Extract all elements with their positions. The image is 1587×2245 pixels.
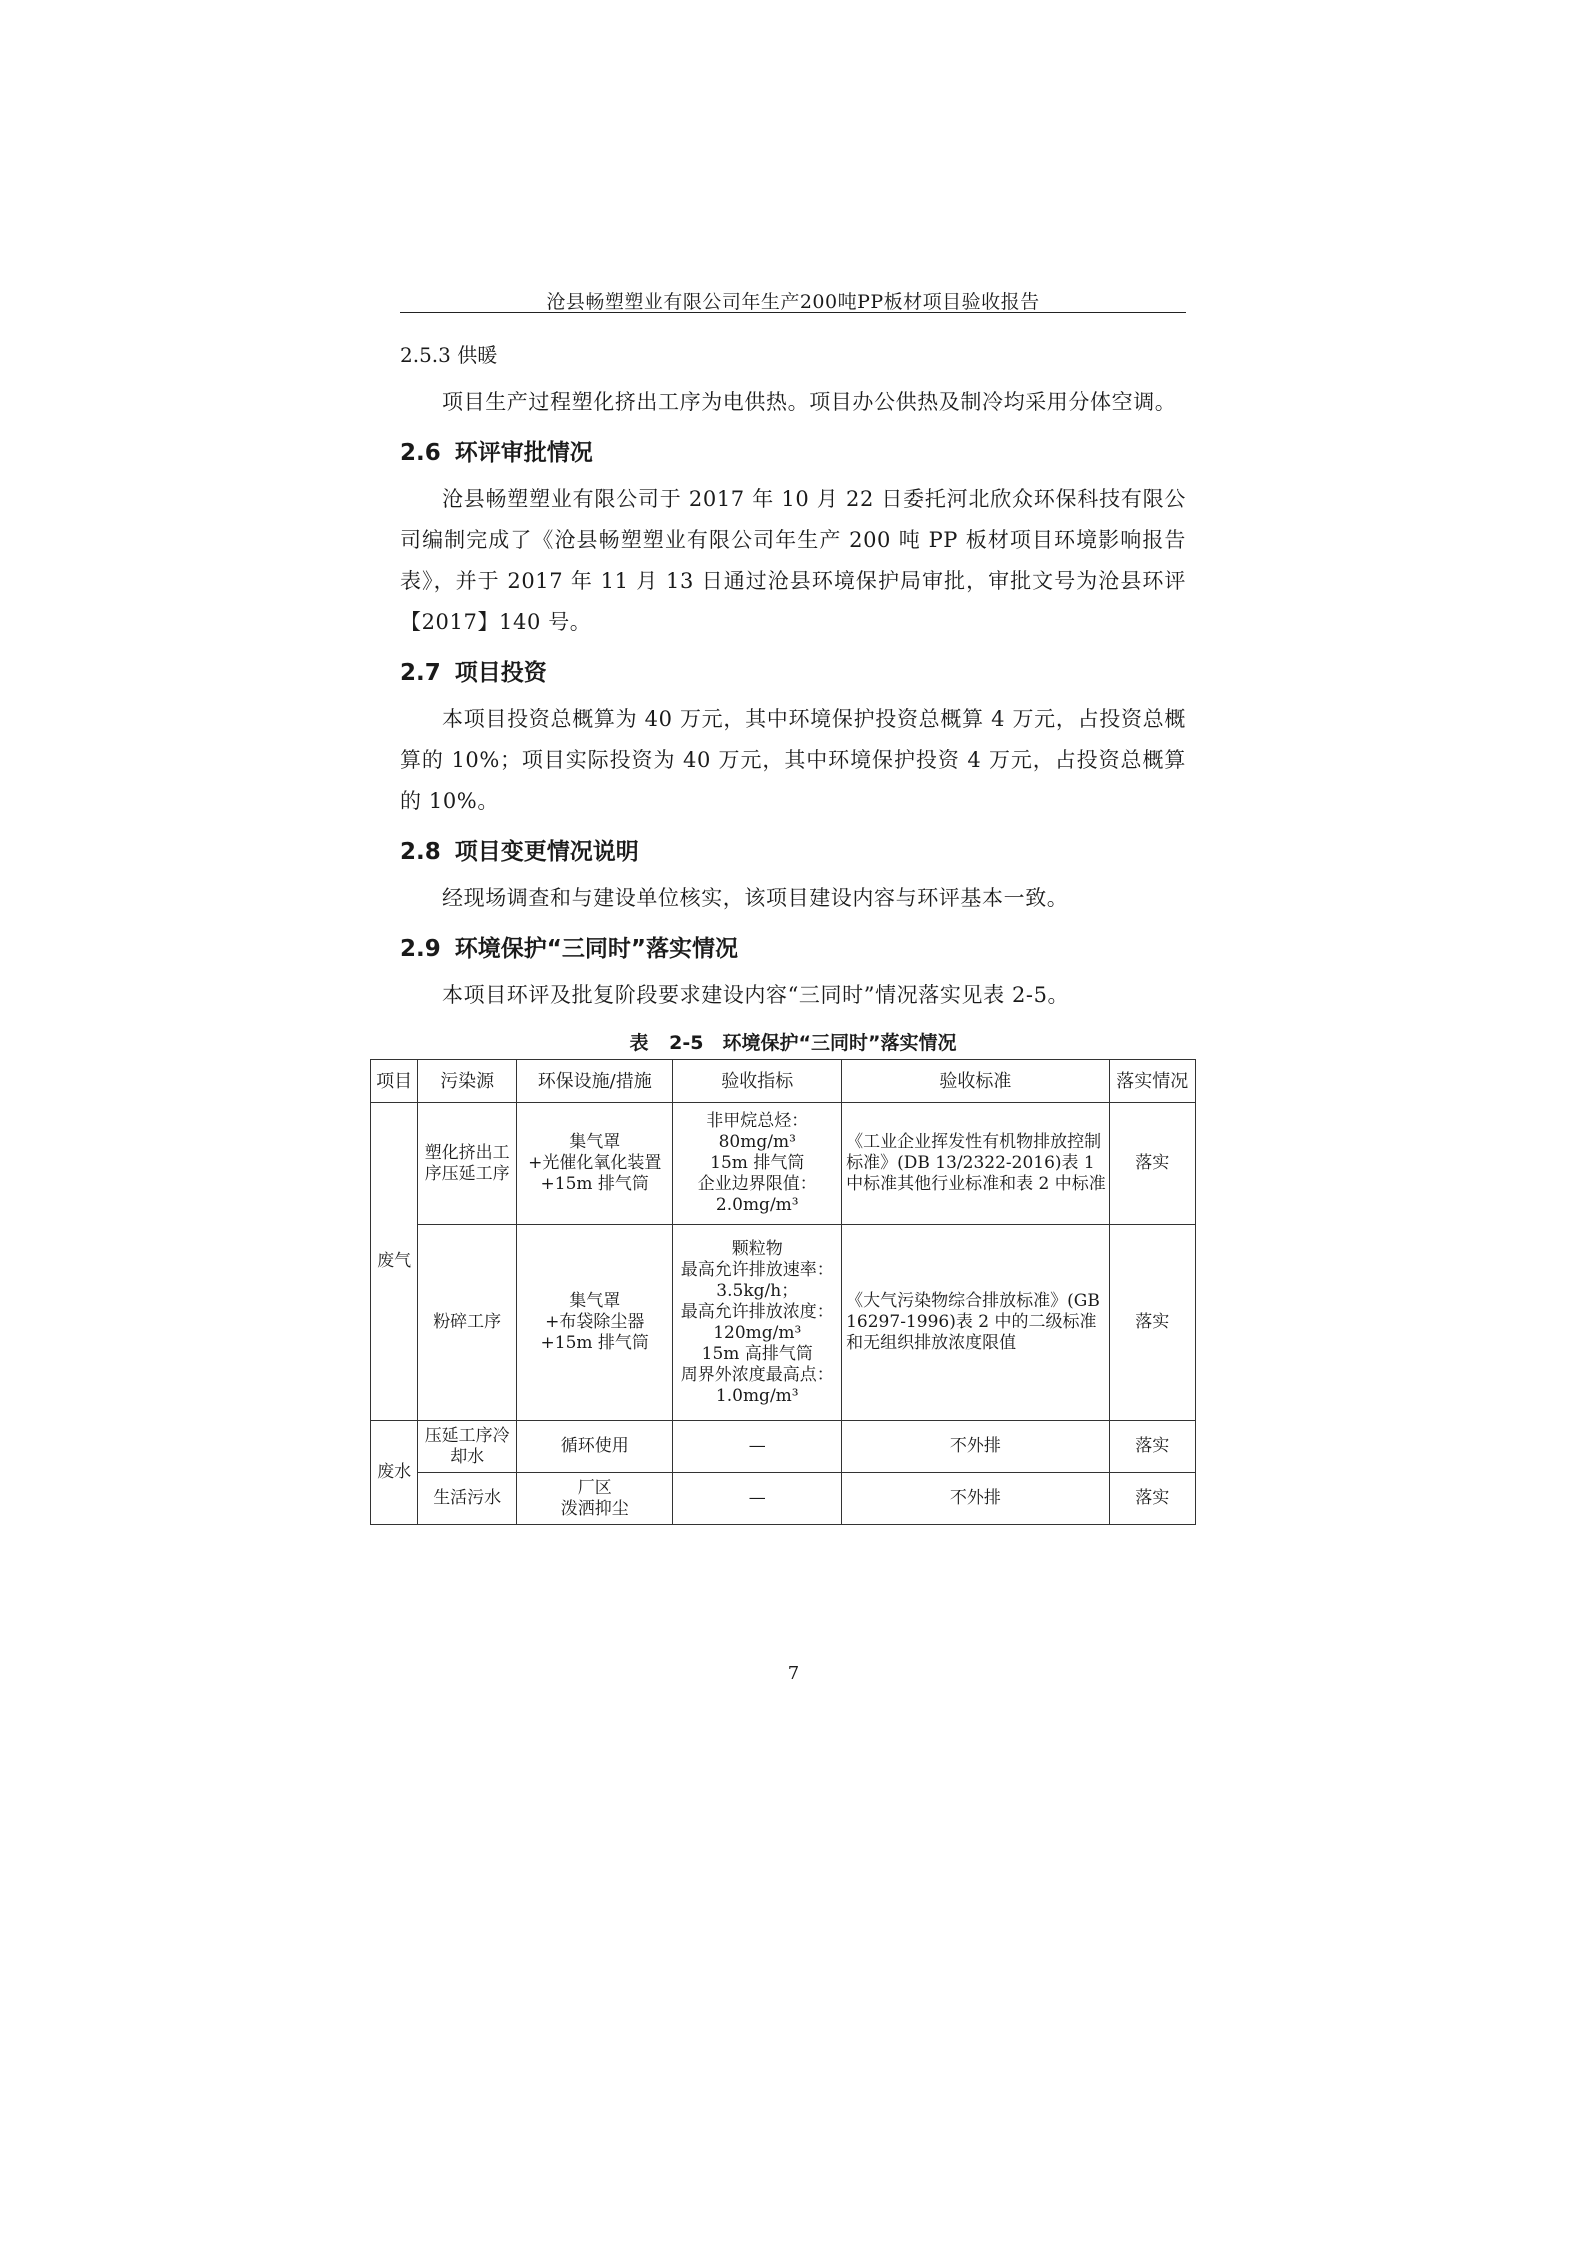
- column-header: 污染源: [418, 1060, 517, 1103]
- cell-line: 厂区: [577, 1477, 612, 1498]
- source-cell: 塑化挤出工序压延工序: [418, 1103, 517, 1225]
- section-number: 2.6: [400, 440, 441, 466]
- measure-cell: [517, 1421, 673, 1473]
- section-title: 项目变更情况说明: [454, 839, 639, 865]
- cell-line: 循环使用: [560, 1436, 629, 1456]
- page-header: 沧县畅塑塑业有限公司年生产200吨PP板材项目验收报告: [546, 291, 1040, 313]
- indicator-cell: [673, 1103, 842, 1225]
- cell-line: 非甲烷总烃：: [706, 1111, 809, 1131]
- paragraph-three-simultaneous: 本项目环评及批复阶段要求建设内容“三同时”情况落实见表 2-5。: [442, 983, 1070, 1007]
- cell-line: +15m 排气筒: [540, 1174, 649, 1194]
- section-title: 项目投资: [454, 660, 547, 686]
- section-heading-2-9: [400, 933, 1186, 965]
- section-number: 2.9: [400, 936, 441, 962]
- section-heading-2-8: [400, 836, 1186, 868]
- paragraph-investment: 本项目投资总概算为 40 万元，其中环境保护投资总概算 4 万元，占投资总概算的 10%；项目实际投资为 40 万元，其中环境保护投资 4 万元，占投资总概算的 10%。: [400, 707, 1186, 813]
- page-number: 7: [787, 1663, 800, 1684]
- cell-line: —: [748, 1436, 766, 1456]
- cell-line: +布袋除尘器: [545, 1312, 645, 1332]
- cell-line: 1.0mg/m³: [715, 1385, 799, 1406]
- paragraph-changes: 经现场调查和与建设单位核实，该项目建设内容与环评基本一致。: [442, 886, 1069, 910]
- table-row: [371, 1103, 1196, 1225]
- cell-line: 周界外浓度最高点：: [680, 1364, 834, 1385]
- cell-line: 最高允许排放浓度：: [680, 1301, 834, 1322]
- status-cell: 落实: [1109, 1421, 1195, 1473]
- column-header: 落实情况: [1109, 1060, 1195, 1103]
- column-header: 验收标准: [842, 1060, 1109, 1103]
- cell-line: 80mg/m³: [718, 1132, 796, 1152]
- standard-cell: 《工业企业挥发性有机物排放控制标准》(DB 13/2322-2016)表 1 中标准其他行业标准和表 2 中标准: [842, 1103, 1109, 1225]
- measure-cell: [517, 1103, 673, 1225]
- cell-line: 2.0mg/m³: [715, 1195, 799, 1215]
- column-header: 项目: [371, 1060, 418, 1103]
- paragraph-eia-approval: 沧县畅塑塑业有限公司于 2017 年 10 月 22 日委托河北欣众环保科技有限公司编制完成了《沧县畅塑塑业有限公司年生产 200 吨 PP 板材项目环境影响报告表》，并于 2017 年 11 月 13 日通过沧县环境保护局审批，审批文号为沧县环评【2017】140 号。: [400, 487, 1186, 634]
- three-simultaneous-table: [370, 1059, 1196, 1525]
- group-cell-waste-gas: 废气: [371, 1103, 418, 1421]
- indicator-cell: [673, 1473, 842, 1525]
- source-cell: 压延工序冷却水: [418, 1421, 517, 1473]
- table-header-row: [371, 1060, 1196, 1103]
- source-cell: 粉碎工序: [418, 1225, 517, 1421]
- cell-line: +15m 排气筒: [540, 1333, 649, 1353]
- section-heading-2-7: [400, 657, 1186, 689]
- paragraph-heating: 项目生产过程塑化挤出工序为电供热。项目办公供热及制冷均采用分体空调。: [442, 390, 1177, 414]
- section-heading-2-6: [400, 437, 1186, 469]
- subsection-title-2-5-3: 2.5.3 供暖: [400, 343, 498, 367]
- cell-line: 15m 高排气筒: [701, 1343, 813, 1364]
- measure-cell: [517, 1225, 673, 1421]
- header-rule: [400, 312, 1186, 313]
- cell-line: 120mg/m³: [713, 1322, 802, 1343]
- cell-line: 最高允许排放速率：: [680, 1259, 834, 1280]
- cell-line: 3.5kg/h；: [716, 1280, 799, 1301]
- source-cell: 生活污水: [418, 1473, 517, 1525]
- cell-line: —: [748, 1488, 766, 1508]
- cell-line: +光催化氧化装置: [528, 1153, 662, 1173]
- group-cell-waste-water: 废水: [371, 1421, 418, 1525]
- standard-cell: 不外排: [842, 1421, 1109, 1473]
- table-row: [371, 1421, 1196, 1473]
- status-cell: 落实: [1109, 1473, 1195, 1525]
- cell-line: 企业边界限值：: [697, 1174, 817, 1194]
- measure-cell: [517, 1473, 673, 1525]
- section-title: 环评审批情况: [454, 440, 593, 466]
- column-header: 环保设施/措施: [517, 1060, 673, 1103]
- cell-line: 颗粒物: [731, 1238, 783, 1259]
- table-caption: 表 2-5 环境保护“三同时”落实情况: [629, 1032, 957, 1054]
- cell-line: 集气罩: [569, 1291, 621, 1311]
- section-number: 2.7: [400, 660, 441, 686]
- standard-cell: 不外排: [842, 1473, 1109, 1525]
- cell-line: 15m 排气筒: [710, 1153, 805, 1173]
- standard-cell: 《大气污染物综合排放标准》(GB 16297-1996)表 2 中的二级标准和无组织排放浓度限值: [842, 1225, 1109, 1421]
- table-row: [371, 1225, 1196, 1421]
- column-header: 验收指标: [673, 1060, 842, 1103]
- section-number: 2.8: [400, 839, 441, 865]
- section-title: 环境保护“三同时”落实情况: [454, 936, 738, 962]
- status-cell: 落实: [1109, 1225, 1195, 1421]
- indicator-cell: [673, 1421, 842, 1473]
- document-body: [376, 342, 1189, 1525]
- indicator-cell: [673, 1225, 842, 1421]
- cell-line: 集气罩: [569, 1132, 621, 1152]
- status-cell: 落实: [1109, 1103, 1195, 1225]
- cell-line: 泼洒抑尘: [560, 1498, 629, 1519]
- table-row: [371, 1473, 1196, 1525]
